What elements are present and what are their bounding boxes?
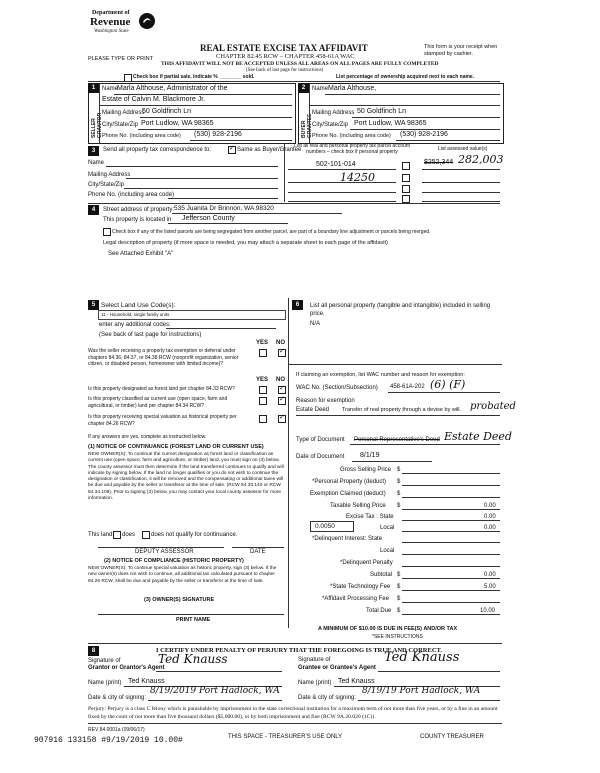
- wac-subsection: (6) (F): [430, 378, 466, 391]
- land-does-checkbox[interactable]: [113, 531, 121, 539]
- reason-text: Transfer of real property through a devise by will.: [342, 407, 462, 413]
- land-use-see-back: (See back of last page for instructions): [99, 332, 202, 338]
- minimum-note: A MINIMUM OF $10.00 IS DUE IN FEE(S) AND/OR TAX: [318, 626, 458, 632]
- property-county: Jefferson County: [182, 215, 235, 222]
- buyer-city: Port Ludlow, WA 98365: [354, 120, 427, 127]
- owner-signature-label: (3) OWNER(S) SIGNATURE: [144, 597, 215, 603]
- taxable-label: Taxable Selling Price: [330, 503, 386, 509]
- q3-no-checkbox[interactable]: [278, 397, 286, 405]
- buyer-name: Marla Althouse,: [328, 85, 377, 92]
- q4-no-checkbox[interactable]: [278, 415, 286, 423]
- q2-no-checkbox[interactable]: [278, 386, 286, 394]
- see-instructions: *SEE INSTRUCTIONS: [372, 634, 423, 640]
- buyer-phone-label: Phone No. (including area code): [312, 133, 391, 139]
- doc-type-handwritten: Estate Deed: [444, 430, 512, 443]
- perjury-note: Perjury: Perjury is a class C felony which is punishable by imprisonment in the state correctional institution for a maximum term of not more than five years, or by a fine in an amount fixed by the court of not more than five thousand dollars ($5,000.00), or by both imprisonment and fine (RCW 9A.20.020 (1C)).: [88, 706, 498, 720]
- send-correspondence-label: Send all property tax correspondence to:: [103, 147, 212, 153]
- receipt-note: This form is your receipt when stamped by cashier.: [424, 44, 498, 57]
- excise-state-value: 0.00: [484, 514, 496, 520]
- wac-label: WAC No. (Section/Subsection): [296, 385, 378, 391]
- section-5-number: 5: [88, 300, 99, 310]
- doc-type-struck: Personal Representative's Deed: [354, 437, 440, 443]
- excise-state-label: Excise Tax : State: [346, 514, 394, 520]
- parcel-2: 14250: [340, 171, 375, 184]
- logo-revenue: Revenue: [90, 16, 131, 28]
- question-historic: Is this property receiving special valuation as historical property per chapter 84.26 RCW?: [88, 414, 237, 427]
- form-warning: THIS AFFIDAVIT WILL NOT BE ACCEPTED UNLESS ALL AREAS ON ALL PAGES ARE FULLY COMPLETED: [161, 61, 439, 67]
- section-4-number: 4: [88, 205, 99, 215]
- compliance-text: NEW OWNER(S): To continue special valuation as historic property, sign (3) below. If the new owner(s) does not wish to continue, all additional tax calculated pursuant to chapter 84.26 RCW, shall be due and payable by the seller or transferor at the time of sale.: [88, 566, 277, 584]
- gross-dollar: $: [397, 467, 401, 473]
- local-rate-box: [310, 521, 354, 532]
- seller-name-line1: Marla Althouse, Administrator of the: [117, 85, 228, 92]
- section-6-number: 6: [292, 300, 303, 310]
- left-sig-label-a: Signature of: [88, 658, 121, 664]
- tech-fee-value: 5.00: [484, 584, 496, 590]
- parcel-2-personal-checkbox[interactable]: [402, 174, 410, 182]
- q4-yes-checkbox[interactable]: [259, 415, 267, 423]
- seller-name-line2: Estate of Calvin M. Blackmore Jr.: [102, 96, 206, 103]
- segregation-label: Check box if any of the listed parcels are being segregated from another parcel, are part of a boundary line adjustment or parcels being merged.: [112, 229, 431, 235]
- q2-yes-checkbox[interactable]: [259, 386, 267, 394]
- q1-no-checkbox[interactable]: [278, 349, 286, 357]
- form-see-back: (See back of last page for instructions): [246, 68, 324, 73]
- buyer-city-label: City/State/Zip: [312, 122, 349, 128]
- segregation-checkbox[interactable]: [103, 228, 111, 236]
- parcel-1: 502-101-014: [316, 161, 356, 168]
- seller-address: 50 Goldfinch Ln: [142, 108, 192, 115]
- legal-description-value: See Attached Exhibit "A": [108, 251, 174, 257]
- tech-fee-label: *State Technology Fee: [330, 584, 391, 590]
- left-date-city: 8/19/2019 Port Hadlock, WA: [150, 686, 280, 696]
- personal-property-label: List all personal property (tangible and intangible) included in selling price.: [310, 303, 491, 317]
- right-date-label: Date & city of signing:: [298, 695, 357, 701]
- continuance-text: NEW OWNER(S): To continue the current designation as forest land or classification as current use (open space, farm and agriculture, or timber) land, you must sign on (3) below. The county assessor must then determine if the land transferred continues to qualify and will indicate by signing below. If the land no longer qualifies or you do not wish to continue the designation or classification, it will be removed and the compensating or additional taxes will be due and payable by the seller or transferor at the time of sale. (RCW 84.33.140 or RCW 84.34.108). Prior to signing (3) below, you may contact your local county assessor for more information.: [88, 452, 284, 502]
- assessed-struck: $252,344: [424, 159, 454, 166]
- county-treasurer: COUNTY TREASURER: [420, 734, 484, 740]
- parcel-1-personal-checkbox[interactable]: [402, 162, 410, 170]
- land-does-not-checkbox[interactable]: [142, 531, 150, 539]
- print-name-label: PRINT NAME: [176, 617, 211, 623]
- legal-description-label: Legal description of property (if more space is needed, you may attach a separate sheet to each page of the affidavit): [103, 240, 388, 246]
- q3-yes-checkbox[interactable]: [259, 397, 267, 405]
- personal-property-value: N/A: [310, 321, 321, 327]
- section-2-number: 2: [298, 83, 309, 93]
- delinquent-interest-label: *Delinquent Interest: State: [312, 536, 383, 542]
- total-due-dollar: $: [397, 608, 401, 614]
- local-value: 0.00: [484, 525, 496, 531]
- taxable-value: 0.00: [484, 503, 496, 509]
- if-yes-note: If any answers are yes, complete as instructed below.: [88, 434, 207, 440]
- section-8-number: 8: [88, 646, 99, 656]
- processing-fee-dollar: $: [397, 596, 401, 602]
- certify-statement: I CERTIFY UNDER PENALTY OF PERJURY THAT THE FOREGOING IS TRUE AND CORRECT.: [156, 647, 443, 654]
- buyer-name-label: Name: [312, 86, 329, 92]
- rev-number: REV 84 0001a (09/06/17): [88, 727, 145, 733]
- buyer-address: 50 Goldfinch Ln: [357, 108, 407, 115]
- question-current-use: Is this property classified as current use (open space, farm and agricultural, or timber) land per chapter 84.34 RCW?: [88, 396, 228, 409]
- ownership-note: List percentage of ownership acquired next to each name.: [336, 74, 475, 80]
- logo-washington: Washington State: [94, 29, 129, 34]
- correspondence-city-label: City/State/Zip: [88, 182, 125, 188]
- right-name: Ted Knauss: [338, 678, 375, 685]
- assessed-value: 282,003: [458, 153, 504, 166]
- seller-phone-label: Phone No. (including area code): [102, 133, 181, 139]
- left-signature: Ted Knauss: [158, 652, 228, 666]
- yes-header-1: YES: [256, 340, 269, 346]
- print-note: PLEASE TYPE OR PRINT: [88, 56, 154, 62]
- compliance-title: (2) NOTICE OF COMPLIANCE (HISTORIC PROPERTY): [104, 558, 244, 564]
- buyer-address-label: Mailing Address: [312, 110, 355, 116]
- right-signature: Ted Knauss: [384, 650, 460, 665]
- land-use-select[interactable]: [98, 310, 286, 320]
- personal-deduct-label: *Personal Property (deduct): [312, 479, 387, 485]
- property-street: 535 Juanita Dr Brinnon, WA 98320: [174, 205, 274, 212]
- form-subtitle: CHAPTER 82.45 RCW – CHAPTER 458-61A WAC: [216, 53, 355, 60]
- question-exemption: Was the seller receiving a property tax exemption or deferral under chapters 84.36, 84.37, or 84.38 RCW (nonprofit organization, senior citizen, or disabled person, homeowner with limited income)?: [88, 348, 239, 367]
- local-label: Local: [380, 525, 395, 531]
- buyer-phone: (530) 928-2196: [400, 131, 448, 138]
- seller-name-label: Name: [102, 86, 119, 92]
- interest-local-label: Local: [380, 548, 395, 554]
- local-rate: 0.0050: [315, 523, 335, 530]
- gross-selling-label: Gross Selling Price: [340, 467, 392, 473]
- total-due-value: 10.00: [480, 608, 496, 614]
- land-use-value: 11 - Household, single family units: [101, 312, 170, 317]
- doc-date: 8/1/19: [360, 452, 380, 459]
- deputy-assessor-label: DEPUTY ASSESSOR: [135, 549, 194, 555]
- deputy-date-label: DATE: [250, 549, 266, 555]
- right-name-label: Name (print): [298, 680, 332, 686]
- doc-type-label: Type of Document: [296, 437, 345, 443]
- land-use-label: Select Land Use Code(s):: [101, 302, 176, 309]
- land-does-label: does: [122, 532, 136, 538]
- cashier-stamp: 907916 133158 #9/19/2019 10.00#: [34, 736, 183, 745]
- revenue-logo: [90, 10, 160, 44]
- assessed-header: List assessed value(s): [438, 146, 488, 152]
- street-label: Street address of property:: [103, 207, 175, 213]
- buyer-side-label: BUYER GRANTEE: [301, 113, 313, 138]
- partial-sale-label: Check box if partial sale, indicate % ________ sold.: [133, 74, 255, 80]
- reason-value: Estate Deed: [296, 407, 330, 413]
- wac-number: 458-61A-202: [390, 384, 425, 390]
- total-due-label: Total Due: [366, 608, 392, 614]
- this-land-label: This land: [88, 532, 113, 538]
- taxable-dollar: $: [397, 503, 401, 509]
- subtotal-value: 0.00: [484, 572, 496, 578]
- seller-phone: (530) 928-2196: [194, 131, 242, 138]
- treasurer-use: THIS SPACE - TREASURER'S USE ONLY: [228, 734, 343, 740]
- land-does-not-label: does not qualify for continuance.: [151, 532, 238, 538]
- doc-date-label: Date of Document: [296, 454, 345, 460]
- seller-address-label: Mailing Address: [102, 110, 145, 116]
- subtotal-label: Subtotal: [370, 572, 393, 578]
- seller-city: Port Ludlow, WA 98365: [141, 120, 214, 127]
- additional-codes-label: enter any additional codes:: [99, 322, 171, 328]
- section-1-number: 1: [88, 83, 99, 93]
- parcel-header: List all real and personal property tax parcel account numbers – check box if personal property: [294, 143, 410, 155]
- yes-header-2: YES: [256, 377, 269, 383]
- located-label: This property is located in: [103, 217, 172, 223]
- correspondence-phone-label: Phone No. (including area code): [88, 192, 175, 198]
- left-name: Ted Knauss: [128, 678, 165, 685]
- personal-deduct-dollar: $: [397, 479, 401, 485]
- reason-handwritten: probated: [470, 401, 516, 412]
- subtotal-dollar: $: [397, 572, 401, 578]
- right-sig-label-c: Grantee or Grantee's Agent: [298, 665, 376, 671]
- q1-yes-checkbox[interactable]: [259, 349, 267, 357]
- same-as-buyer-label: Same as Buyer/Grantee: [237, 147, 302, 153]
- reason-label: Reason for exemption: [296, 398, 355, 404]
- delinquent-penalty-label: *Delinquent Penalty: [340, 560, 393, 566]
- parcel-4-personal-checkbox[interactable]: [402, 195, 410, 203]
- tech-fee-dollar: $: [397, 584, 401, 590]
- no-header-2: NO: [276, 377, 285, 383]
- left-name-label: Name (print): [88, 680, 122, 686]
- exemption-deduct-dollar: $: [397, 491, 401, 497]
- question-forest-land: Is this property designated as forest land per chapter 84.33 RCW?: [88, 386, 235, 392]
- revenue-seal-icon: [138, 12, 156, 30]
- left-sig-label-b: Grantor or Grantor's Agent: [88, 665, 165, 671]
- correspondence-address-label: Mailing Address: [88, 172, 131, 178]
- right-sig-label-a: Signature of: [298, 657, 331, 663]
- exemption-deduct-label: Exemption Claimed (deduct): [310, 491, 386, 497]
- logo-department: Department of: [92, 10, 130, 16]
- no-header-1: NO: [276, 340, 285, 346]
- continuance-title: (1) NOTICE OF CONTINUANCE (FOREST LAND OR CURRENT USE): [88, 444, 264, 450]
- form-title: REAL ESTATE EXCISE TAX AFFIDAVIT: [200, 43, 368, 53]
- correspondence-name-label: Name: [88, 160, 105, 166]
- same-as-buyer-checkbox[interactable]: [228, 146, 236, 154]
- seller-city-label: City/State/Zip: [102, 122, 139, 128]
- wac-intro: If claiming an exemption, list WAC number and reason for exemption:: [296, 372, 465, 378]
- section-3-number: 3: [88, 146, 99, 156]
- right-date-city: 8/19/19 Port Hadlock, WA: [362, 686, 481, 696]
- parcel-3-personal-checkbox[interactable]: [402, 185, 410, 193]
- seller-side-label: SELLER GRANTOR: [91, 112, 103, 138]
- processing-fee-label: *Affidavit Processing Fee: [322, 596, 389, 602]
- left-date-label: Date & city of signing:: [88, 695, 147, 701]
